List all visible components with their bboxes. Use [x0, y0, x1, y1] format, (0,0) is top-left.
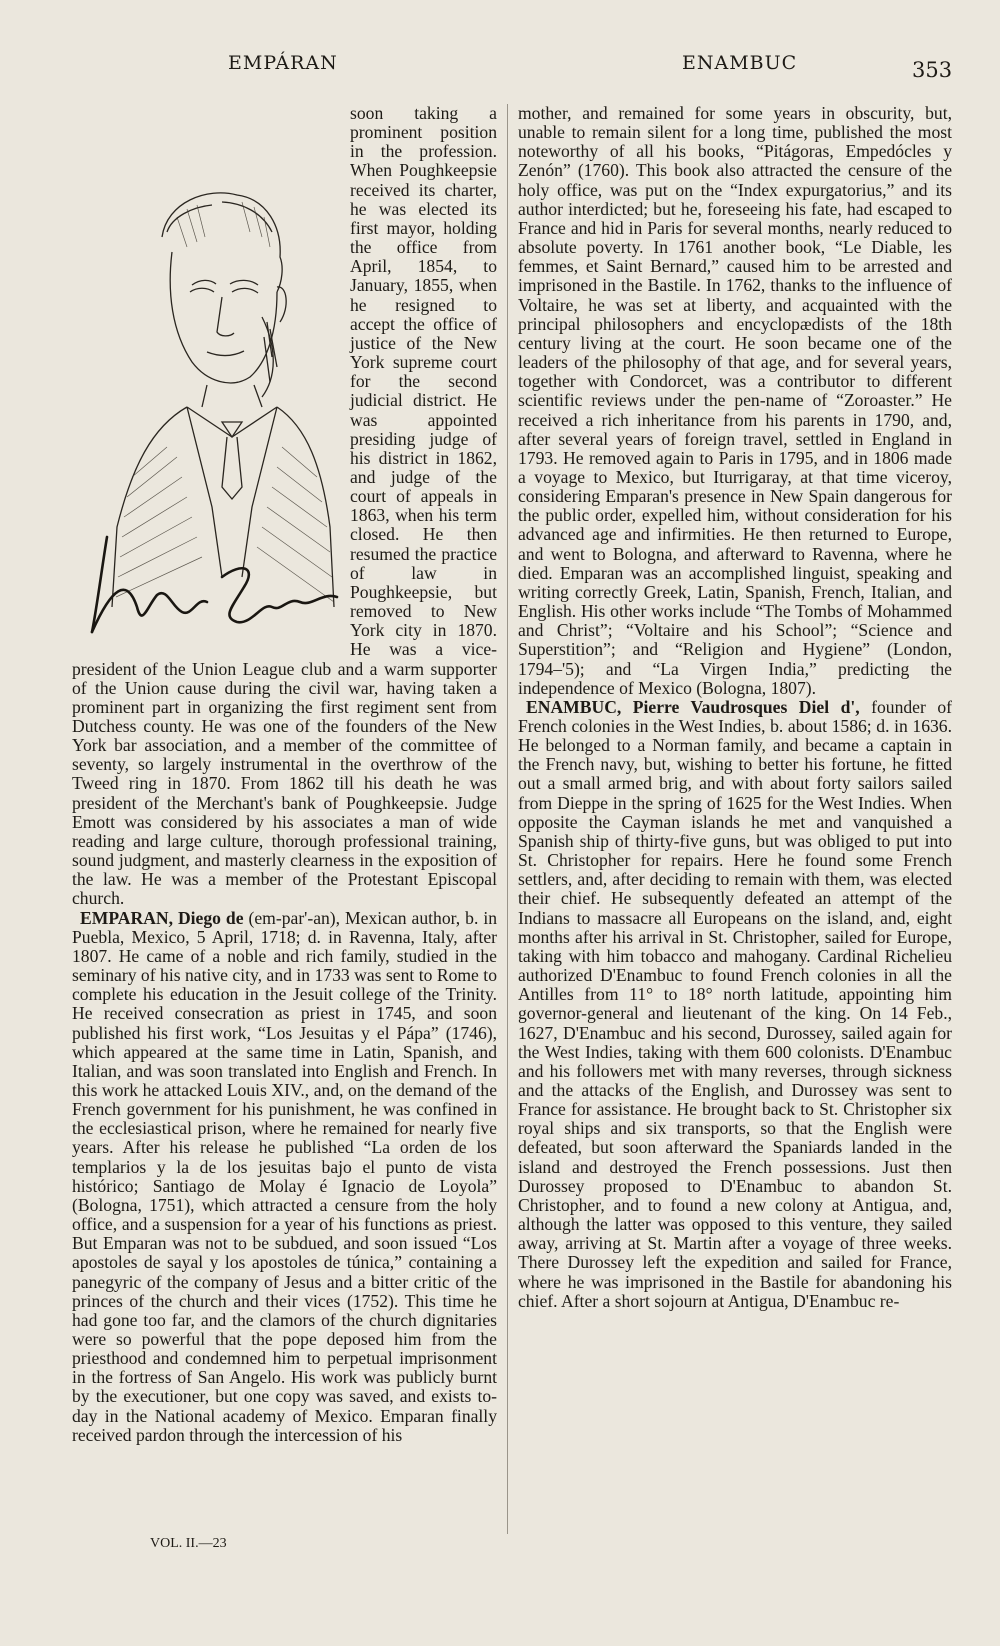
- enambuc-heading: ENAMBUC, Pierre Vaudrosques Diel d',: [526, 696, 860, 717]
- emparan-heading: EMPARAN, Diego de: [80, 907, 244, 928]
- page-number: 353: [912, 58, 953, 82]
- column-divider: [507, 104, 508, 1534]
- right-column: [518, 104, 952, 1311]
- enambuc-body: founder of French colonies in the West Indies, b. about 1586; d. in 1636. He belonged to a Norman family, and became a captain in the French navy, but, wishing to better his fortune, he fitted out a small armed brig, and with about forty sailors sailed from Dieppe in the spring of 1625 for the West Indies. When opposite the Cayman islands he met and vanquished a Spanish ship of thirty-five guns, but was obliged to put into St. Christopher for repairs. Here he found some French settlers, and, after deciding to remain with them, was elected their chief. He subsequently defeated an attempt of the Indians to massacre all Europeans on the island, and, eight months after his arrival in St. Christopher, sailed for Europe, taking with him tobacco and mahogany. Cardinal Richelieu authorized D'Enambuc to found French colonies in all the Antilles from 11° to 18° north latitude, appointing him governor-general and lieutenant of the king. On 14 Feb., 1627, D'Enambuc and his second, Durossey, sailed again for the West Indies, taking with them 600 colonists. D'Enambuc and his followers met with many reverses, through sickness and the attacks of the English, and Durossey was sent to France for assistance. He brought back to St. Christopher six royal ships and six transports, so that the English were defeated, but soon afterward the Spaniards landed in the island and destroyed the French possessions. Just then Durossey proposed to D'Enambuc to abandon St. Christopher, and to found a new colony at Antigua, and, although the latter was opposed to this venture, they sailed away, arriving at St. Martin after a voyage of three weeks. There Durossey left the expedition and sailed for France, where he was imprisoned in the Bastile for abandoning his chief. After a short sojourn at Antigua, D'Enambuc re-: [518, 696, 952, 1311]
- enambuc-entry: [518, 698, 952, 1311]
- running-header: [0, 52, 1000, 82]
- emparan-body: (em-par'-an), Mexican author, b. in Puebla, Mexico, 5 April, 1718; d. in Ravenna, Italy, after 1807. He came of a noble and rich family, studied in the seminary of his native city, and in 1733 was sent to Rome to complete his education in the Jesuit college of the Trinity. He received consecration as priest in 1745, and soon published his first work, “Los Jesuitas y el Pápa” (1746), which appeared at the same time in Latin, Spanish, and Italian, and was soon translated into English and French. In this work he attacked Louis XIV., and, on the demand of the French government for his punishment, he was confined in the ecclesiastical prison, where he remained for nearly five years. After his release he published “La orden de los templarios y la de los jesuitas bajo el punto de vista histórico; Santiago de Molay é Ignacio de Loyola” (Bologna, 1751), which attracted a censure from the holy office, and a suspension for a year of his functions as priest. But Emparan was not to be subdued, and soon issued “Los apostoles de sayal y los apostoles de túnica,” containing a panegyric of the company of Jesus and a bitter critic of the princes of the church and their vices (1752). This time he had gone too far, and the clamors of the church dignitaries were so powerful that the pope deposed him from the priesthood and condemned him to perpetual imprisonment in the fortress of San Angelo. His work was publicly burnt by the executioner, but one copy was saved, and exists to-day in the National academy of Mexico. Emparan finally received pardon through the intercession of his: [72, 907, 497, 1445]
- signature-mark: [92, 537, 337, 632]
- volume-signature: VOL. II.—23: [150, 1536, 227, 1551]
- left-column: [72, 104, 497, 1445]
- emparan-continuation: mother, and remained for some years in obscurity, but, unable to remain silent for a long time, published the most noteworthy of all his books, “Pitágoras, Empedócles y Zenón” (1760). This book also attracted the censure of the holy office, was put on the “Index expurgatorius,” and its author interdicted; but he, foreseeing his fate, had escaped to France and hid in Paris for several months, nearly reduced to absolute poverty. In 1761 another book, “Le Diable, les femmes, et Saint Bernard,” caused him to be arrested and imprisoned in the Bastile. In 1762, thanks to the influence of Voltaire, he was set at liberty, and acquainted with the principal philosophers and encyclopædists of the 18th century living at the court. He soon became one of the leaders of the philosophy of that age, and for several years, together with Condorcet, was a contributor to different scientific reviews under the pen-name of “Zoroaster.” He received a rich inheritance from his parents in 1790, and, after several years of foreign travel, settled in England in 1793. He removed again to Paris in 1795, and in 1806 made a voyage to Mexico, but Iturrigaray, at that time viceroy, considering Emparan's presence in New Spain dangerous for the public order, expelled him, without consideration for his advanced age and infirmities. He then returned to Europe, and went to Bologna, and afterward to Ravenna, where he died. Emparan was an accomplished linguist, speaking and writing correctly Greek, Latin, Spanish, French, Italian, and English. His other works include “The Tombs of Mohammed and Christ”; “Voltaire and his School”; “Science and Superstition”; and “Religion and Hygiene” (London, 1794–'5); and “La Virgen India,” predicting the independence of Mexico (Bologna, 1807).: [518, 103, 952, 698]
- emparan-entry: [72, 909, 497, 1445]
- portrait-illustration: [72, 107, 342, 642]
- header-right-title: ENAMBUC: [682, 52, 798, 74]
- portrait-engraving: [72, 107, 342, 642]
- header-left-title: EMPÁRAN: [228, 52, 338, 74]
- emott-paragraph: soon taking a prominent position in the profession. When Poughkeepsie received its charter, he was elected its first mayor, holding the office from April, 1854, to January, 1855, when he resigned to accept the office of justice of the New York supreme court for the second judicial district. He was appointed presiding judge of his district in 1862, and judge of the court of appeals in 1863, when his term closed. He then resumed the practice of law in Poughkeepsie, but removed to New York city in 1870. He was a vice-president of the Union League club and a warm supporter of the Union cause during the civil war, having taken a prominent part in organizing the first regiment sent from Dutchess county. He was one of the founders of the New York bar association, and a member of the committee of seventy, so largely instrumental in the overthrow of the Tweed ring in 1870. From 1862 till his death he was president of the Merchant's bank of Poughkeepsie. Judge Emott was considered by his associates a man of wide reading and large culture, thorough professional training, sound judgment, and masterly clearness in the exposition of the law. He was a member of the Protestant Episcopal church.: [72, 103, 497, 909]
